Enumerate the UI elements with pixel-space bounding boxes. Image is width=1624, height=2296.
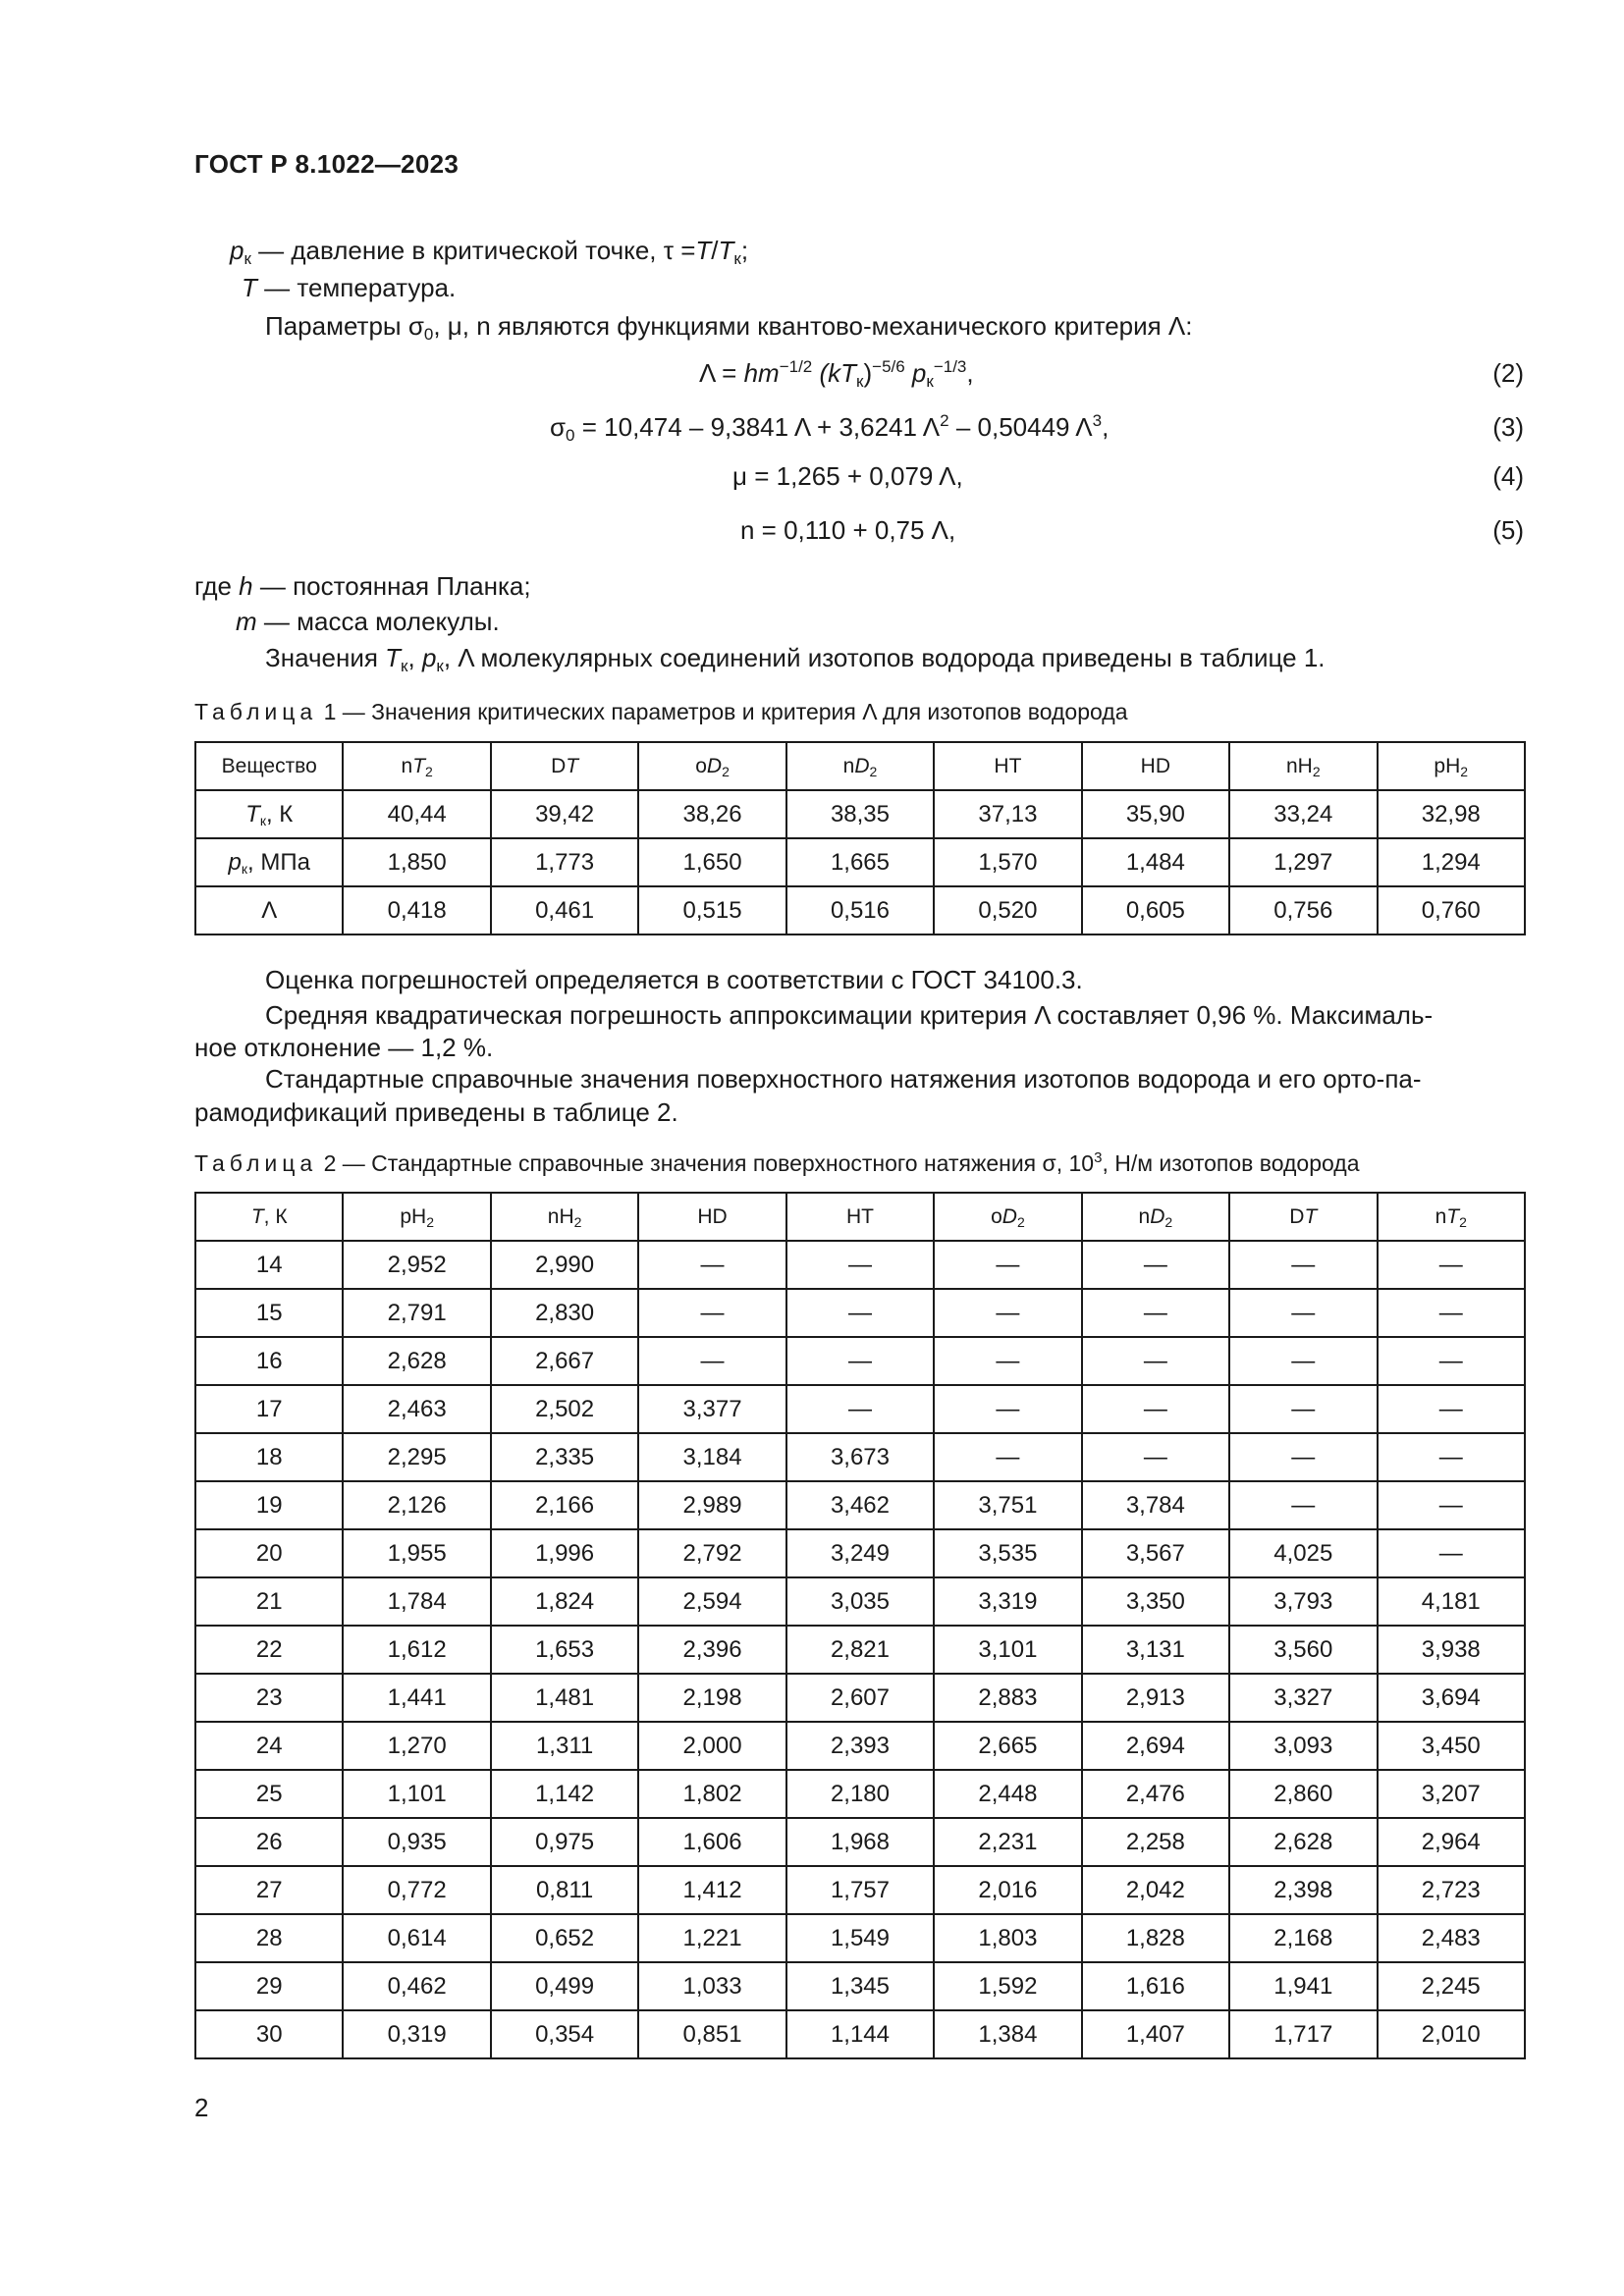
table2-row [195,1818,1525,1866]
table2-cell: 3,462 [786,1481,934,1529]
table2-cell: 3,567 [1082,1529,1229,1577]
params-line: Параметры $\sigma_0$, μ, n являются функциями квантово-механического критерия Λ: [265,311,1193,344]
table2-cell: — [1378,1481,1526,1529]
table2-cell: 2,168 [1229,1914,1377,1962]
table2-row-label: 25 [195,1770,343,1818]
table-2 [194,1192,1526,2059]
table2-row [195,1481,1525,1529]
table1-header-cell: $nD_2$ [786,742,934,790]
table2-header-cell: HD [638,1193,785,1241]
table2-cell: — [1378,1241,1526,1289]
table2-cell: 0,614 [343,1914,490,1962]
table2-cell: 2,913 [1082,1674,1229,1722]
document-code-header: ГОСТ Р 8.1022—2023 [194,149,460,179]
table2-row-label: 28 [195,1914,343,1962]
table2-cell: 3,450 [1378,1722,1526,1770]
table2-cell: — [1229,1385,1377,1433]
table1-header-cell: DT [491,742,638,790]
table2-cell: 2,398 [1229,1866,1377,1914]
table2-cell: 2,952 [343,1241,490,1289]
table1-cell: 40,44 [343,790,490,838]
table1-row [195,838,1525,886]
table2-cell: 1,384 [934,2010,1081,2058]
table1-cell: 1,773 [491,838,638,886]
page-number: 2 [194,2093,209,2122]
table2-cell: 1,803 [934,1914,1081,1962]
table2-cell: 2,245 [1378,1962,1526,2010]
table1-cell: 1,294 [1378,838,1526,886]
table2-caption: Таблица 2 — Стандартные справочные значения поверхностного натяжения σ, $10^3$, Н/м изотопов водорода [194,1149,1360,1176]
table2-cell: — [1082,1337,1229,1385]
table2-cell: 1,407 [1082,2010,1229,2058]
table2-cell: 3,673 [786,1433,934,1481]
table2-cell: 1,606 [638,1818,785,1866]
table2-cell: 2,594 [638,1577,785,1626]
table2-cell: 1,955 [343,1529,490,1577]
table2-row [195,1289,1525,1337]
table2-header-cell: $nT_2$ [1378,1193,1526,1241]
table2-cell: 2,989 [638,1481,785,1529]
table2-cell: — [1082,1385,1229,1433]
table2-cell: 1,828 [1082,1914,1229,1962]
table2-cell: 2,667 [491,1337,638,1385]
table2-cell: 1,481 [491,1674,638,1722]
table2-header-cell: HT [786,1193,934,1241]
table2-cell: 2,231 [934,1818,1081,1866]
table2-cell: 1,221 [638,1914,785,1962]
table2-cell: — [1229,1337,1377,1385]
table2-row-label: 21 [195,1577,343,1626]
table2-row [195,1529,1525,1577]
equation-number-5: (5) [1492,515,1524,545]
table2-cell: 2,792 [638,1529,785,1577]
table2-cell: 2,198 [638,1674,785,1722]
table2-cell: — [786,1289,934,1337]
definition-h: где h — постоянная Планка; [194,571,531,601]
table1-cell: 1,297 [1229,838,1377,886]
table2-cell: 2,990 [491,1241,638,1289]
table2-cell: — [934,1433,1081,1481]
table2-row-label: 19 [195,1481,343,1529]
table2-cell: 2,258 [1082,1818,1229,1866]
equation-number-3: (3) [1492,412,1524,442]
table2-cell: 2,860 [1229,1770,1377,1818]
table2-cell: 1,941 [1229,1962,1377,2010]
table2-cell: — [1378,1337,1526,1385]
table2-cell: 2,502 [491,1385,638,1433]
table2-cell: 2,476 [1082,1770,1229,1818]
paragraph-error-1: Средняя квадратическая погрешность аппроксимации критерия Λ составляет 0,96 %. Максималь- [265,1000,1434,1030]
table1-cell: 1,650 [638,838,785,886]
table2-cell: 4,025 [1229,1529,1377,1577]
table2-cell: 0,935 [343,1818,490,1866]
table2-header-cell: $nD_2$ [1082,1193,1229,1241]
table2-row-label: 24 [195,1722,343,1770]
table1-row [195,886,1525,934]
table2-cell: 2,000 [638,1722,785,1770]
table2-cell: 3,131 [1082,1626,1229,1674]
table2-cell: — [934,1241,1081,1289]
table2-cell: — [638,1337,785,1385]
table2-row [195,1722,1525,1770]
table2-cell: — [1229,1289,1377,1337]
table1-row-label: $T_к$, К [195,790,343,838]
table1-cell: 0,760 [1378,886,1526,934]
table2-row [195,2010,1525,2058]
table2-cell: 2,964 [1378,1818,1526,1866]
table2-cell: 3,093 [1229,1722,1377,1770]
table2-row [195,1914,1525,1962]
table2-header-cell: T, К [195,1193,343,1241]
table2-cell: 1,717 [1229,2010,1377,2058]
table2-row-label: 27 [195,1866,343,1914]
table2-row-label: 15 [195,1289,343,1337]
table1-cell: 0,516 [786,886,934,934]
table1-cell: 0,756 [1229,886,1377,934]
table2-cell: 2,448 [934,1770,1081,1818]
table2-cell: 2,166 [491,1481,638,1529]
table2-row-label: 22 [195,1626,343,1674]
table1-cell: 39,42 [491,790,638,838]
table1-cell: 37,13 [934,790,1081,838]
table2-cell: 2,883 [934,1674,1081,1722]
table2-cell: 1,616 [1082,1962,1229,2010]
table2-cell: 0,354 [491,2010,638,2058]
table2-cell: — [934,1385,1081,1433]
table2-row [195,1433,1525,1481]
table2-cell: 2,665 [934,1722,1081,1770]
table2-cell: — [934,1289,1081,1337]
table2-cell: 0,811 [491,1866,638,1914]
table2-cell: 0,319 [343,2010,490,2058]
table2-row [195,1337,1525,1385]
table2-cell: 0,772 [343,1866,490,1914]
table2-row [195,1866,1525,1914]
table2-cell: 3,249 [786,1529,934,1577]
table2-row [195,1674,1525,1722]
table2-cell: 1,824 [491,1577,638,1626]
table2-row-label: 26 [195,1818,343,1866]
table2-cell: — [1229,1433,1377,1481]
table2-cell: 2,694 [1082,1722,1229,1770]
table2-cell: 2,180 [786,1770,934,1818]
table2-row [195,1385,1525,1433]
table2-cell: 1,968 [786,1818,934,1866]
table1-header-cell: Вещество [195,742,343,790]
paragraph-reference-2: рамодификаций приведены в таблице 2. [194,1097,678,1127]
table2-cell: 2,821 [786,1626,934,1674]
definition-m: m — масса молекулы. [236,607,500,636]
table2-header-row [195,1193,1525,1241]
table2-cell: 2,791 [343,1289,490,1337]
table2-cell: 1,549 [786,1914,934,1962]
definition-T: T — температура. [242,273,457,302]
equation-number-4: (4) [1492,461,1524,491]
table2-cell: 3,319 [934,1577,1081,1626]
table2-cell: 1,441 [343,1674,490,1722]
table2-cell: 1,412 [638,1866,785,1914]
table2-row [195,1770,1525,1818]
table2-cell: 0,975 [491,1818,638,1866]
table1-caption: Таблица 1 — Значения критических параметров и критерия Λ для изотопов водорода [194,699,1128,724]
equation-3: $\sigma_0 = 10,474 - 9,3841$ Λ + 3,6241 $\Lambda^2 - 0,50449$ $\Lambda^3$, [550,411,1110,445]
table1-row-label: Λ [195,886,343,934]
table2-cell: 3,101 [934,1626,1081,1674]
table2-cell: 1,311 [491,1722,638,1770]
table2-cell: 0,851 [638,2010,785,2058]
table1-cell: 38,35 [786,790,934,838]
table1-row [195,790,1525,838]
table2-row [195,1962,1525,2010]
table2-cell: — [638,1241,785,1289]
table1-cell: 33,24 [1229,790,1377,838]
table2-cell: — [786,1385,934,1433]
table1-cell: 0,461 [491,886,638,934]
table2-cell: 2,628 [1229,1818,1377,1866]
table2-cell: — [1082,1289,1229,1337]
table2-cell: 3,784 [1082,1481,1229,1529]
table1-cell: 1,570 [934,838,1081,886]
table2-cell: — [1378,1529,1526,1577]
table2-row-label: 23 [195,1674,343,1722]
table1-header-row [195,742,1525,790]
table2-cell: 2,393 [786,1722,934,1770]
table2-cell: 3,793 [1229,1577,1377,1626]
table1-cell: 32,98 [1378,790,1526,838]
table2-cell: 3,377 [638,1385,785,1433]
table2-cell: 3,035 [786,1577,934,1626]
table1-header-cell: $oD_2$ [638,742,785,790]
table2-cell: — [1378,1385,1526,1433]
table2-row [195,1577,1525,1626]
table2-cell: 3,207 [1378,1770,1526,1818]
table1-header-cell: $nH_2$ [1229,742,1377,790]
table2-cell: — [1378,1433,1526,1481]
table2-header-cell: $pH_2$ [343,1193,490,1241]
paragraph-error-2: ное отклонение — 1,2 %. [194,1033,494,1062]
table2-cell: — [786,1241,934,1289]
table2-cell: 3,535 [934,1529,1081,1577]
table2-cell: 2,016 [934,1866,1081,1914]
table2-cell: 1,757 [786,1866,934,1914]
table1-cell: 0,605 [1082,886,1229,934]
table2-header-cell: $nH_2$ [491,1193,638,1241]
table2-cell: 2,042 [1082,1866,1229,1914]
table2-cell: 2,830 [491,1289,638,1337]
table2-cell: 3,694 [1378,1674,1526,1722]
table2-cell: 1,033 [638,1962,785,2010]
table2-header-cell: DT [1229,1193,1377,1241]
equation-2: $\Lambda = hm^{-1/2}$ $(kT_к)^{-5/6}$ $p_к^{-1/3}$, [699,357,974,391]
table2-cell: 2,126 [343,1481,490,1529]
table2-cell: 2,483 [1378,1914,1526,1962]
table1-cell: 1,484 [1082,838,1229,886]
table2-cell: — [1378,1289,1526,1337]
table2-cell: 2,628 [343,1337,490,1385]
table1-cell: 38,26 [638,790,785,838]
table2-cell: 0,652 [491,1914,638,1962]
table2-cell: 3,751 [934,1481,1081,1529]
table2-cell: 3,560 [1229,1626,1377,1674]
table2-cell: 2,335 [491,1433,638,1481]
table1-cell: 0,418 [343,886,490,934]
equation-4: μ = 1,265 + 0,079 Λ, [732,461,963,491]
table2-cell: — [638,1289,785,1337]
table2-cell: 3,327 [1229,1674,1377,1722]
table2-cell: 2,607 [786,1674,934,1722]
table2-header-cell: $oD_2$ [934,1193,1081,1241]
paragraph-estimation: Оценка погрешностей определяется в соответствии с ГОСТ 34100.3. [265,965,1083,994]
table1-cell: 0,520 [934,886,1081,934]
table2-cell: 0,462 [343,1962,490,2010]
table1-header-cell: HT [934,742,1081,790]
table2-row-label: 17 [195,1385,343,1433]
table2-cell: 2,010 [1378,2010,1526,2058]
table1-cell: 1,850 [343,838,490,886]
table2-cell: 2,295 [343,1433,490,1481]
table2-row-label: 20 [195,1529,343,1577]
table1-cell: 0,515 [638,886,785,934]
table2-row-label: 14 [195,1241,343,1289]
table1-header-cell: $pH_2$ [1378,742,1526,790]
table2-cell: 2,396 [638,1626,785,1674]
values-line: Значения $T_к$, $p_к$, Λ молекулярных соединений изотопов водорода приведены в таблице 1. [265,643,1326,675]
table2-cell: 1,345 [786,1962,934,2010]
table1-row-label: $p_к$, МПа [195,838,343,886]
table2-cell: 3,938 [1378,1626,1526,1674]
table2-cell: 1,802 [638,1770,785,1818]
table2-cell: — [1082,1433,1229,1481]
table2-cell: — [786,1337,934,1385]
table2-row-label: 16 [195,1337,343,1385]
equation-5: n = 0,110 + 0,75 Λ, [740,515,956,545]
table2-cell: — [934,1337,1081,1385]
table2-row [195,1626,1525,1674]
equation-number-2: (2) [1492,358,1524,388]
table2-cell: 1,996 [491,1529,638,1577]
table2-cell: — [1229,1241,1377,1289]
table1-header-cell: $nT_2$ [343,742,490,790]
table2-cell: 1,612 [343,1626,490,1674]
table2-cell: 2,463 [343,1385,490,1433]
table2-cell: — [1082,1241,1229,1289]
table-1 [194,741,1526,935]
table2-row-label: 29 [195,1962,343,2010]
table2-cell: 1,270 [343,1722,490,1770]
table2-cell: 1,144 [786,2010,934,2058]
table1-cell: 35,90 [1082,790,1229,838]
table2-cell: 1,784 [343,1577,490,1626]
table2-cell: 3,350 [1082,1577,1229,1626]
table2-cell: 1,653 [491,1626,638,1674]
paragraph-reference-1: Стандартные справочные значения поверхностного натяжения изотопов водорода и его орто-па- [265,1064,1422,1094]
table2-cell: 1,142 [491,1770,638,1818]
definition-pk: $p_к$ — давление в критической точке, $\tau =T/T_к$; [230,236,749,268]
table1-header-cell: HD [1082,742,1229,790]
table2-row [195,1241,1525,1289]
table2-row-label: 18 [195,1433,343,1481]
table2-cell: 3,184 [638,1433,785,1481]
table1-cell: 1,665 [786,838,934,886]
table2-cell: 1,101 [343,1770,490,1818]
table2-cell: 0,499 [491,1962,638,2010]
table2-cell: 2,723 [1378,1866,1526,1914]
table2-cell: 1,592 [934,1962,1081,2010]
table2-cell: — [1229,1481,1377,1529]
table2-cell: 4,181 [1378,1577,1526,1626]
table2-row-label: 30 [195,2010,343,2058]
